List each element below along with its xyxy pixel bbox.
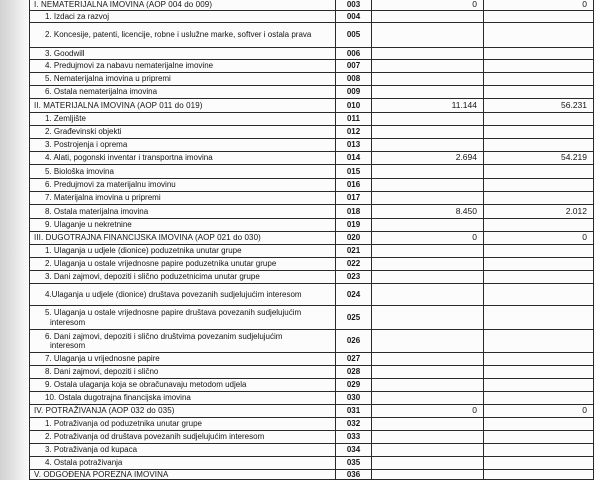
table-row: [30, 219, 594, 232]
aop-code-cell-text: 020: [346, 233, 361, 243]
current-period-amount: [484, 86, 594, 98]
aop-code-cell: [336, 306, 372, 329]
description-cell: [30, 11, 336, 22]
aop-code-cell-text: 007: [346, 61, 361, 71]
aop-code-cell: [336, 271, 372, 283]
description-cell-text: IV. POTRAŽIVANJA (AOP 032 do 035): [34, 406, 175, 416]
aop-code-cell-text: 027: [346, 354, 361, 364]
section-row: [30, 0, 594, 11]
aop-code-cell: [336, 139, 372, 151]
previous-period-amount: [372, 457, 484, 469]
description-cell: [30, 0, 336, 10]
current-period-amount: [484, 245, 594, 257]
current-period-amount: [484, 139, 594, 151]
description-cell-text: 4. Ostala potraživanja: [45, 458, 123, 468]
table-row: [30, 60, 594, 73]
table-row: [30, 126, 594, 139]
description-cell-text: 2. Koncesije, patenti, licencije, robne i uslužne marke, softver i ostala prava: [45, 30, 312, 40]
aop-code-cell-text: 006: [346, 48, 361, 58]
description-cell: [30, 353, 336, 365]
aop-code-cell-text: 025: [346, 312, 361, 322]
description-cell: [30, 23, 336, 47]
aop-code-cell: [336, 23, 372, 47]
description-cell-text: 6. Ostala nematerijalna imovina: [45, 87, 158, 97]
table-row: [30, 179, 594, 192]
description-cell-text: 9. Ostala ulaganja koja se obračunavaju metodom udjela: [45, 380, 247, 390]
current-period-amount: [484, 205, 594, 218]
current-period-amount: [484, 392, 594, 404]
current-period-amount: [484, 113, 594, 125]
aop-code-cell: [336, 0, 372, 10]
description-cell-text: I. NEMATERIJALNA IMOVINA (AOP 004 do 009): [34, 0, 213, 10]
aop-code-cell-text: 018: [346, 206, 361, 216]
description-cell: [30, 205, 336, 218]
description-cell-text: 2. Građevinski objekti: [45, 127, 122, 137]
description-cell: [30, 245, 336, 257]
aop-code-cell-text: 015: [346, 166, 361, 176]
table-row: [30, 306, 594, 330]
description-cell: [30, 152, 336, 164]
aop-code-cell: [336, 405, 372, 417]
current-period-amount: [484, 353, 594, 365]
current-period-amount: [484, 418, 594, 430]
table-row: [30, 418, 594, 431]
description-cell-text: 3. Postrojenja i oprema: [45, 140, 128, 150]
aop-code-cell: [336, 258, 372, 270]
previous-period-amount: [372, 284, 484, 305]
current-period-amount-text: 2.012: [565, 205, 587, 216]
previous-period-amount: [372, 73, 484, 85]
description-cell: [30, 392, 336, 404]
table-row: [30, 330, 594, 353]
aop-code-cell-text: 031: [346, 406, 361, 416]
aop-code-cell-text: 014: [346, 153, 361, 163]
previous-period-amount: [372, 219, 484, 231]
aop-code-cell: [336, 192, 372, 204]
aop-code-cell-text: 003: [346, 0, 361, 10]
aop-code-cell-text: 010: [346, 100, 361, 110]
previous-period-amount: [372, 379, 484, 391]
description-cell-text: III. DUGOTRAJNA FINANCIJSKA IMOVINA (AOP 021 do 030): [34, 233, 261, 243]
description-cell: [30, 219, 336, 231]
description-cell: [30, 113, 336, 125]
current-period-amount: [484, 73, 594, 85]
current-period-amount: [484, 306, 594, 329]
table-row: [30, 353, 594, 366]
previous-period-amount: [372, 86, 484, 98]
previous-period-amount: [372, 444, 484, 456]
aop-code-cell: [336, 48, 372, 59]
previous-period-amount-text: 0: [472, 232, 477, 243]
description-cell-text: 4. Predujmovi za nabavu nematerijalne imovine: [45, 61, 214, 71]
section-row: [30, 232, 594, 245]
description-cell-text: 7. Materijalna imovina u pripremi: [45, 193, 161, 203]
table-row: [30, 48, 594, 60]
description-cell: [30, 48, 336, 59]
description-cell: [30, 165, 336, 178]
previous-period-amount: [372, 392, 484, 404]
description-cell-text: 8. Dani zajmovi, depoziti i slično: [45, 367, 159, 377]
description-cell-text: 4. Alati, pogonski inventar i transportna imovina: [45, 153, 213, 163]
previous-period-amount: [372, 139, 484, 151]
balance-sheet-table: [29, 0, 594, 480]
aop-code-cell-text: 004: [346, 11, 361, 21]
description-cell: [30, 284, 336, 305]
aop-code-cell-text: 032: [346, 419, 361, 429]
description-cell-text: 4.Ulaganja u udjele (dionice) društava povezanih sudjelujućim interesom: [45, 289, 302, 299]
aop-code-cell: [336, 205, 372, 218]
description-cell-text: 2. Potraživanja od društava povezanih sudjelujućim interesom: [45, 432, 265, 442]
table-row: [30, 392, 594, 405]
current-period-amount: [484, 232, 594, 244]
table-row: [30, 23, 594, 48]
description-cell-text: 6. Dani zajmovi, depoziti i slično društvima povezanim sudjelujućim interesom: [45, 331, 283, 350]
aop-code-cell: [336, 284, 372, 305]
table-row: [30, 86, 594, 99]
current-period-amount-text: 54.219: [561, 152, 587, 163]
current-period-amount: [484, 457, 594, 469]
table-row: [30, 205, 594, 219]
current-period-amount-text: 0: [582, 405, 587, 416]
description-cell-text: 6. Predujmovi za materijalnu imovinu: [45, 180, 176, 190]
scan-edge-shadow: [0, 0, 30, 480]
current-period-amount-text: 56.231: [561, 99, 587, 110]
previous-period-amount: [372, 60, 484, 72]
current-period-amount: [484, 11, 594, 22]
aop-code-cell-text: 034: [346, 445, 361, 455]
aop-code-cell-text: 035: [346, 458, 361, 468]
table-row: [30, 431, 594, 444]
current-period-amount: [484, 219, 594, 231]
current-period-amount: [484, 405, 594, 417]
aop-code-cell: [336, 444, 372, 456]
aop-code-cell: [336, 179, 372, 191]
aop-code-cell-text: 022: [346, 259, 361, 269]
table-row: [30, 192, 594, 205]
current-period-amount: [484, 23, 594, 47]
table-row: [30, 271, 594, 284]
current-period-amount: [484, 99, 594, 112]
table-row: [30, 284, 594, 306]
description-cell: [30, 379, 336, 391]
aop-code-cell: [336, 113, 372, 125]
previous-period-amount: [372, 232, 484, 244]
aop-code-cell-text: 016: [346, 180, 361, 190]
current-period-amount: [484, 258, 594, 270]
aop-code-cell-text: 009: [346, 87, 361, 97]
table-row: [30, 444, 594, 457]
aop-code-cell: [336, 99, 372, 112]
description-cell: [30, 73, 336, 85]
previous-period-amount: [372, 330, 484, 352]
current-period-amount-text: 0: [582, 0, 587, 10]
current-period-amount: [484, 60, 594, 72]
aop-code-cell: [336, 60, 372, 72]
table-row: [30, 366, 594, 379]
aop-code-cell-text: 019: [346, 220, 361, 230]
table-row: [30, 113, 594, 126]
current-period-amount: [484, 330, 594, 352]
description-cell-text: 1. Zemljište: [45, 114, 86, 124]
current-period-amount: [484, 431, 594, 443]
aop-code-cell-text: 012: [346, 127, 361, 137]
aop-code-cell: [336, 392, 372, 404]
table-row: [30, 11, 594, 23]
current-period-amount-text: 0: [582, 232, 587, 243]
previous-period-amount: [372, 258, 484, 270]
previous-period-amount: [372, 418, 484, 430]
previous-period-amount: [372, 470, 484, 479]
previous-period-amount: [372, 0, 484, 10]
previous-period-amount: [372, 48, 484, 59]
description-cell: [30, 366, 336, 378]
section-row: [30, 470, 594, 480]
table-row: [30, 152, 594, 165]
description-cell: [30, 431, 336, 443]
aop-code-cell-text: 005: [346, 30, 361, 40]
table-row: [30, 457, 594, 470]
description-cell-text: 8. Ostala materijalna imovina: [45, 206, 149, 216]
description-cell-text: 3. Goodwill: [45, 48, 85, 58]
aop-code-cell: [336, 152, 372, 164]
previous-period-amount: [372, 431, 484, 443]
previous-period-amount-text: 2.694: [455, 152, 477, 163]
description-cell: [30, 139, 336, 151]
description-cell: [30, 99, 336, 112]
description-cell: [30, 192, 336, 204]
aop-code-cell: [336, 457, 372, 469]
current-period-amount: [484, 379, 594, 391]
previous-period-amount-text: 0: [472, 0, 477, 10]
current-period-amount: [484, 126, 594, 138]
aop-code-cell: [336, 73, 372, 85]
aop-code-cell-text: 033: [346, 432, 361, 442]
aop-code-cell: [336, 470, 372, 479]
current-period-amount: [484, 470, 594, 479]
aop-code-cell: [336, 379, 372, 391]
previous-period-amount-text: 11.144: [451, 99, 477, 110]
previous-period-amount: [372, 179, 484, 191]
aop-code-cell: [336, 86, 372, 98]
previous-period-amount: [372, 245, 484, 257]
previous-period-amount: [372, 23, 484, 47]
current-period-amount: [484, 179, 594, 191]
description-cell: [30, 86, 336, 98]
aop-code-cell: [336, 353, 372, 365]
aop-code-cell-text: 013: [346, 140, 361, 150]
aop-code-cell: [336, 431, 372, 443]
current-period-amount: [484, 444, 594, 456]
table-row: [30, 73, 594, 86]
description-cell-text: 9. Ulaganje u nekretnine: [45, 220, 132, 230]
description-cell-text: 5. Ulaganja u ostale vrijednosne papire društava povezanih sudjelujućim interesom: [45, 308, 302, 327]
section-row: [30, 99, 594, 113]
description-cell: [30, 444, 336, 456]
aop-code-cell-text: 024: [346, 289, 361, 299]
aop-code-cell-text: 030: [346, 393, 361, 403]
current-period-amount: [484, 48, 594, 59]
description-cell-text: 1. Potraživanja od poduzetnika unutar grupe: [45, 419, 202, 429]
previous-period-amount-text: 8.450: [455, 205, 477, 216]
current-period-amount: [484, 284, 594, 305]
aop-code-cell: [336, 418, 372, 430]
description-cell-text: 7. Ulaganja u vrijednosne papire: [45, 354, 160, 364]
aop-code-cell-text: 028: [346, 367, 361, 377]
description-cell: [30, 232, 336, 244]
previous-period-amount: [372, 405, 484, 417]
description-cell-text: 1. Izdaci za razvoj: [45, 11, 110, 21]
table-row: [30, 165, 594, 179]
description-cell-text: 3. Potraživanja od kupaca: [45, 445, 138, 455]
table-row: [30, 379, 594, 392]
description-cell-text: 2. Ulaganja u ostale vrijednosne papire poduzetnika unutar grupe: [45, 259, 277, 269]
current-period-amount: [484, 192, 594, 204]
aop-code-cell: [336, 11, 372, 22]
table-row: [30, 245, 594, 258]
description-cell: [30, 405, 336, 417]
description-cell: [30, 330, 336, 352]
current-period-amount: [484, 0, 594, 10]
description-cell: [30, 60, 336, 72]
description-cell: [30, 457, 336, 469]
description-cell: [30, 179, 336, 191]
description-cell-text: 10. Ostala dugotrajna financijska imovina: [45, 393, 191, 403]
previous-period-amount: [372, 353, 484, 365]
previous-period-amount: [372, 99, 484, 112]
description-cell-text: 5. Nematerijalna imovina u pripremi: [45, 74, 171, 84]
previous-period-amount: [372, 126, 484, 138]
current-period-amount: [484, 165, 594, 178]
description-cell: [30, 470, 336, 479]
table-row: [30, 139, 594, 152]
previous-period-amount: [372, 11, 484, 22]
description-cell: [30, 126, 336, 138]
aop-code-cell: [336, 219, 372, 231]
section-row: [30, 405, 594, 418]
aop-code-cell: [336, 366, 372, 378]
current-period-amount: [484, 366, 594, 378]
previous-period-amount: [372, 192, 484, 204]
aop-code-cell-text: 008: [346, 74, 361, 84]
aop-code-cell-text: 023: [346, 272, 361, 282]
previous-period-amount: [372, 306, 484, 329]
current-period-amount: [484, 271, 594, 283]
aop-code-cell: [336, 245, 372, 257]
aop-code-cell-text: 029: [346, 380, 361, 390]
previous-period-amount: [372, 366, 484, 378]
table-row: [30, 258, 594, 271]
aop-code-cell-text: 017: [346, 193, 361, 203]
description-cell-text: 3. Dani zajmovi, depoziti i slično poduzetnicima unutar grupe: [45, 272, 260, 282]
aop-code-cell-text: 036: [346, 470, 361, 479]
description-cell-text: 5. Biološka imovina: [45, 166, 114, 176]
aop-code-cell: [336, 232, 372, 244]
aop-code-cell-text: 011: [347, 114, 360, 124]
description-cell: [30, 418, 336, 430]
previous-period-amount: [372, 113, 484, 125]
previous-period-amount: [372, 165, 484, 178]
aop-code-cell: [336, 330, 372, 352]
aop-code-cell: [336, 165, 372, 178]
aop-code-cell: [336, 126, 372, 138]
description-cell: [30, 271, 336, 283]
previous-period-amount: [372, 271, 484, 283]
current-period-amount: [484, 152, 594, 164]
previous-period-amount: [372, 205, 484, 218]
previous-period-amount-text: 0: [472, 405, 477, 416]
aop-code-cell-text: 021: [346, 246, 361, 256]
aop-code-cell-text: 026: [346, 336, 361, 346]
previous-period-amount: [372, 152, 484, 164]
description-cell: [30, 258, 336, 270]
description-cell-text: 1. Ulaganja u udjele (dionice) poduzetnika unutar grupe: [45, 246, 242, 256]
description-cell-text: II. MATERIJALNA IMOVINA (AOP 011 do 019): [34, 100, 203, 110]
description-cell: [30, 306, 336, 329]
description-cell-text: V. ODGOĐENA POREZNA IMOVINA: [34, 470, 169, 479]
